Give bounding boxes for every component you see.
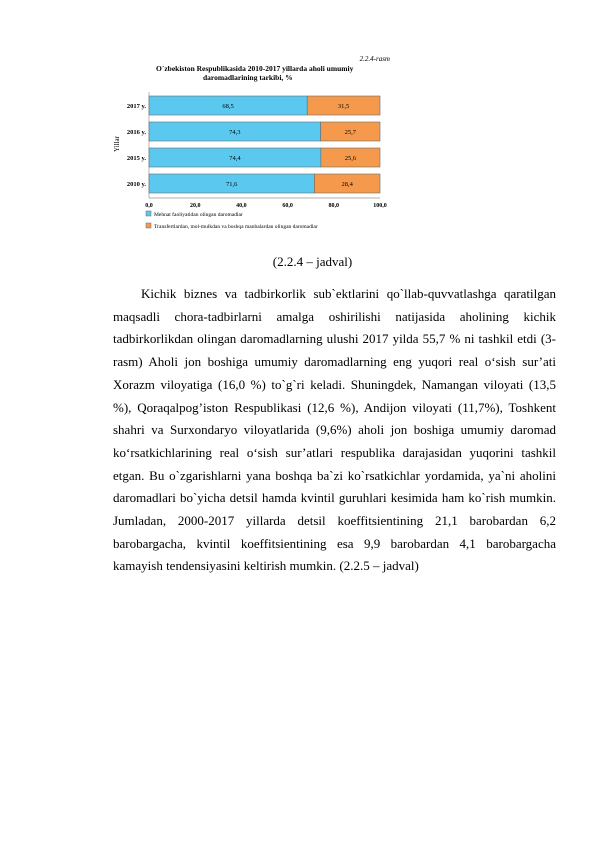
bar-data-label: 28,4 xyxy=(341,181,353,188)
chart-x-tick-label: 100,0 xyxy=(373,203,387,209)
body-paragraph xyxy=(113,283,556,578)
legend-swatch xyxy=(146,211,151,216)
chart-x-tick-label: 0,0 xyxy=(145,203,153,209)
bar-data-label: 74,4 xyxy=(229,155,241,162)
chart-category-label: 2016 y. xyxy=(126,129,146,136)
chart-x-tick-label: 40,0 xyxy=(236,203,247,209)
figure-caption: (2.2.4 – jadval) xyxy=(272,254,353,269)
bar-data-label: 71,6 xyxy=(226,181,238,188)
chart-category-label: 2015 y. xyxy=(126,155,146,162)
income-structure-chart xyxy=(108,52,398,242)
chart-category-label: 2010 y. xyxy=(126,181,146,188)
bar-data-label: 74,3 xyxy=(229,129,241,136)
legend-entry: Mehnat faoliyatidan olingan daromadlar xyxy=(154,212,243,218)
bar-data-label: 68,5 xyxy=(222,103,234,110)
legend-swatch xyxy=(146,223,151,228)
chart-category-label: 2017 y. xyxy=(126,103,146,110)
bar-data-label: 31,5 xyxy=(337,103,350,110)
chart-x-tick-label: 60,0 xyxy=(282,203,293,209)
paragraph-text: Kichik biznes va tadbirkorlik sub`ektlarini qo`llab-quvvatlashga qaratilgan maqsadli chora-tadbirlarni amalga oshirilishi natijasida aholining kichik tadbirkorlikdan olingan daromadlarning ulushi 2017 yilda 55,7 % ni tashkil etdi (3-rasm) Aholi jon boshiga umumiy daromadlarning eng yuqori real o‘sish sur’ati Xorazm viloyatiga (16,0 %) to`g`ri keladi. Shuningdek, Namangan viloyati (13,5 %), Qoraqalpog’iston Respublikasi (12,6 %), Andijon viloyati (11,7%), Toshkent shahri va Surxondaryo viloyatlarida (9,6%) aholi jon boshiga umumiy daromad ko‘rsatkichlarining real o‘sish sur’atlari respublika darajasidan yuqorini tashkil etgan. Bu o`zgarishlarni yana boshqa ba`zi ko`rsatkichlar yordamida, ya`ni aholini daromadlari bo`yicha detsil hamda kvintil guruhlari kesimida ham ko`rish mumkin. Jumladan, 2000-2017 yillarda detsil koeffitsientining 21,1 barobardan 6,2 barobargacha, kvintil koeffitsientining esa 9,9 barobardan 4,1 barobargacha kamayish tendensiyasini keltirish mumkin. (2.2.5 – jadval) xyxy=(113,286,556,574)
bar-data-label: 25,6 xyxy=(344,155,357,162)
chart-x-tick-label: 80,0 xyxy=(328,203,340,209)
chart-title-line2: daromadlarining tarkibi, % xyxy=(203,73,293,82)
bar-data-label: 25,7 xyxy=(344,129,357,136)
chart-svg xyxy=(108,52,398,242)
chart-ylabel: Yillar xyxy=(113,136,121,152)
chart-x-tick-label: 20,0 xyxy=(189,203,201,209)
chart-corner-label: 2.2.4-rasm xyxy=(359,55,390,63)
chart-title-line1: O`zbekiston Respublikasida 2010-2017 yillarda aholi umumiy xyxy=(156,64,354,73)
legend-entry: Transfertlardan, mol-mulkdan va boshqa manbalardan olingan daromadlar xyxy=(154,224,318,230)
